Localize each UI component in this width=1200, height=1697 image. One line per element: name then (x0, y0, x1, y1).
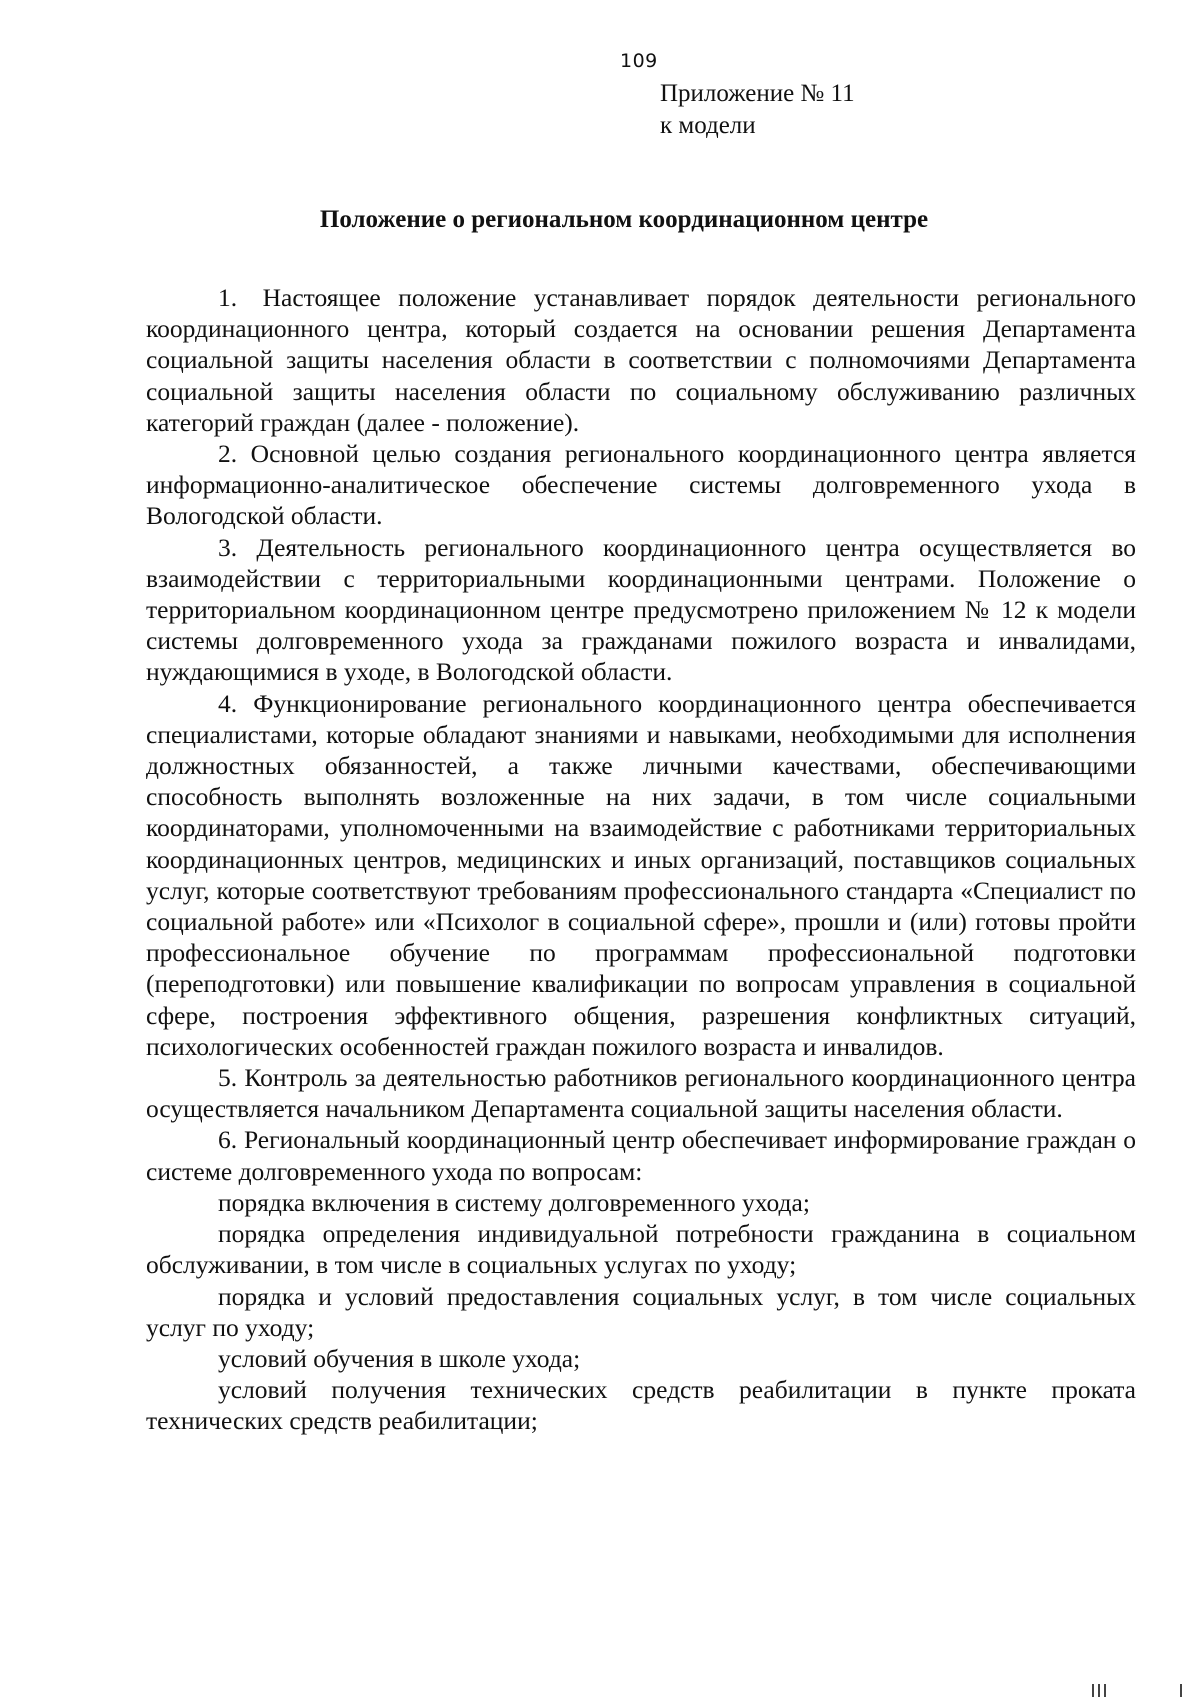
paragraph-5: 5. Контроль за деятельностью работников регионального координационного центра осуществляется начальником Департамента социальной защиты населения области. (146, 1063, 1136, 1124)
scan-artifact (1104, 1684, 1106, 1697)
document-title: Положение о региональном координационном центре (319, 206, 929, 233)
appendix-target: к модели (660, 112, 756, 139)
scan-artifact (1092, 1684, 1094, 1697)
paragraph-4: 4. Функционирование регионального координационного центра обеспечивается специалистами, которые обладают знаниями и навыками, необходимыми для исполнения должностных обязанностей, а также личными качествами, обеспечивающими способность выполнять возложенные на них задачи, в том числе социальными координаторами, уполномоченными на взаимодействие с работниками территориальных координационных центров, медицинских и иных организаций, поставщиков социальных услуг, которые соответствуют требованиям профессионального стандарта «Специалист по социальной работе» или «Психолог в социальной сфере», прошли и (или) готовы пройти профессиональное обучение по программам профессиональной подготовки (переподготовки) или повышение квалификации по вопросам управления в социальной сфере, построения эффективного общения, разрешения конфликтных ситуаций, психологических особенностей граждан пожилого возраста и инвалидов. (146, 688, 1136, 1061)
paragraph-1: 1. Настоящее положение устанавливает порядок деятельности регионального координационного центра, который создается на основании решения Департамента социальной защиты населения области в соответствии с полномочиями Департамента социальной защиты населения области по социальному обслуживанию различных категорий граждан (далее - положение). (146, 283, 1136, 437)
document-body (146, 282, 1136, 1437)
page-number: 109 (620, 50, 658, 72)
paragraph-6: 6. Региональный координационный центр обеспечивает информирование граждан о системе долговременного ухода по вопросам: (146, 1125, 1136, 1186)
scan-artifact (1098, 1684, 1100, 1697)
appendix-reference (660, 78, 855, 142)
appendix-label: Приложение № 11 (660, 80, 855, 107)
list-item: порядка определения индивидуальной потребности гражданина в социальном обслуживании, в том числе в социальных услугах по уходу; (146, 1219, 1136, 1280)
paragraph-3: 3. Деятельность регионального координационного центра осуществляется во взаимодействии с территориальными координационными центрами. Положение о территориальном координационном центре предусмотрено приложением № 12 к модели системы долговременного ухода за гражданами пожилого возраста и инвалидами, нуждающимися в уходе, в Вологодской области. (146, 532, 1136, 687)
scan-artifact (1180, 1684, 1182, 1697)
paragraph-2: 2. Основной целью создания регионального координационного центра является информационно-аналитическое обеспечение системы долговременного ухода в Вологодской области. (146, 439, 1136, 531)
list-item: порядка и условий предоставления социальных услуг, в том числе социальных услуг по уходу; (146, 1281, 1136, 1342)
list-item: условий обучения в школе ухода; (218, 1343, 581, 1373)
list-item: порядка включения в систему долговременного ухода; (218, 1187, 810, 1217)
list-item: условий получения технических средств реабилитации в пункте проката технических средств реабилитации; (146, 1375, 1136, 1436)
